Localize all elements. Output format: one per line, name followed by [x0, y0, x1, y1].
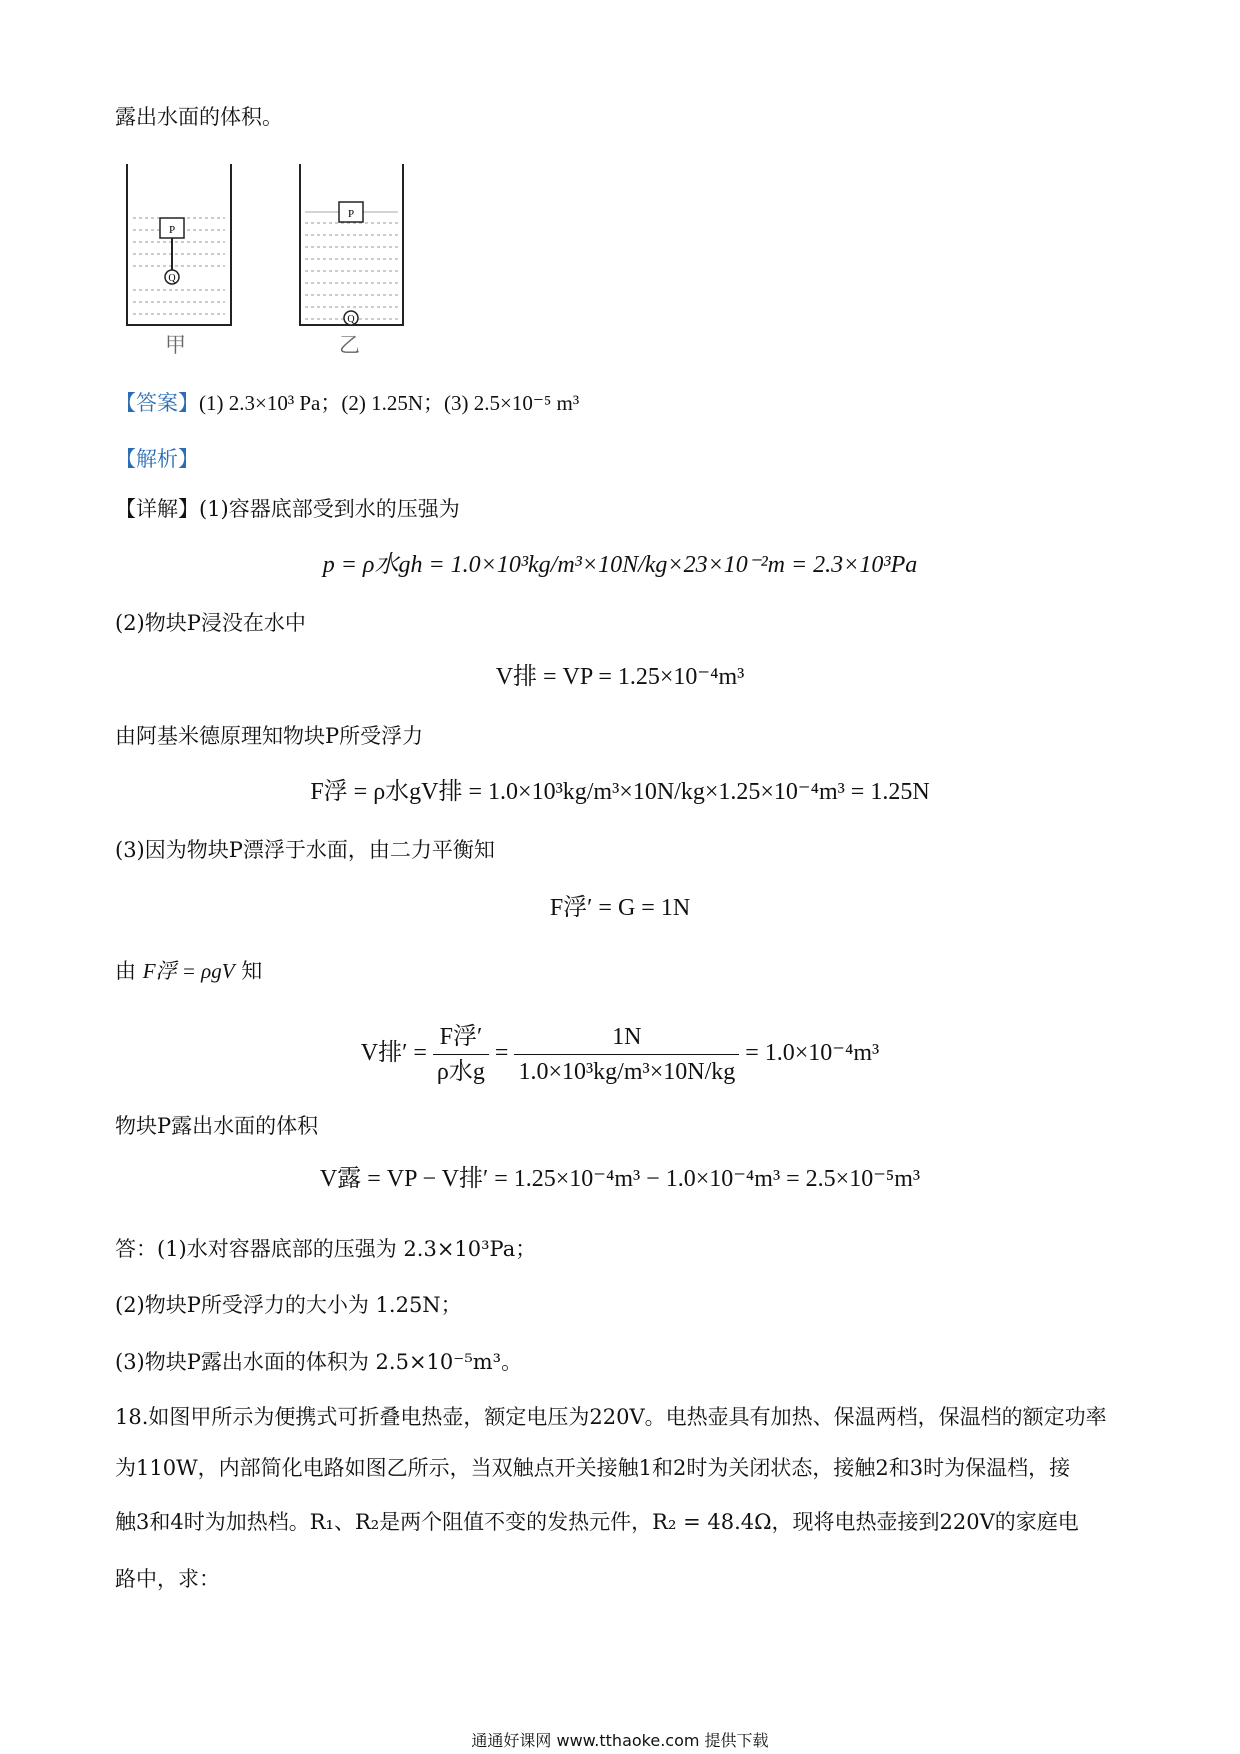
figure-label-a: 甲	[165, 333, 186, 357]
equation-exposed-volume: V露 = VP − V排′ = 1.25×10⁻⁴m³ − 1.0×10⁻⁴m³ = 2.5×10⁻⁵m³	[319, 1166, 921, 1192]
answer-text: (1) 2.3×10³ Pa；(2) 1.25N；(3) 2.5×10⁻⁵ m³	[199, 391, 580, 415]
question-18-line-2: 为110W，内部简化电路如图乙所示，当双触点开关接触1和2时为关闭状态，接触2和3时为保温档，接	[115, 1456, 1071, 1480]
figure-containers	[115, 160, 415, 360]
equation-volume: V排 = VP = 1.25×10⁻⁴m³	[495, 664, 745, 690]
equation-fraction: V排′ = $\frac{\text{F浮′}}{\text{ρ水g}}$ = $\frac{1N}{\text{1.0×10³kg/m³×10N/kg}}$ = 1.0×10⁻⁴m³	[0, 1020, 1240, 1089]
container-b	[300, 164, 403, 325]
footer-watermark: 通通好课网 www.tthaoke.com 提供下载	[471, 1731, 769, 1750]
conclusion-3: (3)物块P露出水面的体积为 2.5×10⁻⁵m³。	[115, 1350, 523, 1374]
svg-text:Q: Q	[347, 314, 355, 325]
detail-line-3: 由阿基米德原理知物块P所受浮力	[115, 724, 424, 748]
detail-line-1: 【详解】(1)容器底部受到水的压强为	[115, 497, 460, 521]
ball-q-label: Q	[168, 273, 176, 284]
block-p-label: P	[168, 224, 176, 236]
detail-line-2: (2)物块P浸没在水中	[115, 611, 306, 635]
answer-tag: 【答案】	[115, 391, 199, 415]
detail-line-5: 由 F浮 = ρgV 知	[115, 959, 263, 983]
intro-line: 露出水面的体积。	[115, 105, 283, 129]
analysis-tag: 【解析】	[115, 447, 199, 471]
answer-line	[115, 388, 579, 418]
detail-line-4: (3)因为物块P漂浮于水面，由二力平衡知	[115, 838, 495, 862]
figure-label-b: 乙	[339, 333, 360, 357]
question-18-line-3: 触3和4时为加热档。R₁、R₂是两个阻值不变的发热元件，R₂ = 48.4Ω，现将电热壶接到220V的家庭电	[115, 1510, 1079, 1534]
equation-buoyancy: F浮 = ρ水gV排 = 1.0×10³kg/m³×10N/kg×1.25×10⁻⁴m³ = 1.25N	[310, 779, 930, 805]
detail-line-6: 物块P露出水面的体积	[115, 1114, 319, 1138]
question-18-line-1: 18.如图甲所示为便携式可折叠电热壶，额定电压为220V。电热壶具有加热、保温两档，保温档的额定功率	[115, 1405, 1107, 1429]
equation-balance: F浮′ = G = 1N	[549, 895, 691, 921]
conclusion-1: 答：(1)水对容器底部的压强为 2.3×10³Pa；	[115, 1237, 537, 1261]
container-a	[127, 164, 231, 325]
svg-text:P: P	[347, 208, 355, 220]
question-18-line-4: 路中，求：	[115, 1567, 220, 1591]
equation-pressure: p = ρ水gh = 1.0×10³kg/m³×10N/kg×23×10⁻²m = 2.3×10³Pa	[322, 552, 918, 578]
conclusion-2: (2)物块P所受浮力的大小为 1.25N；	[115, 1293, 462, 1317]
